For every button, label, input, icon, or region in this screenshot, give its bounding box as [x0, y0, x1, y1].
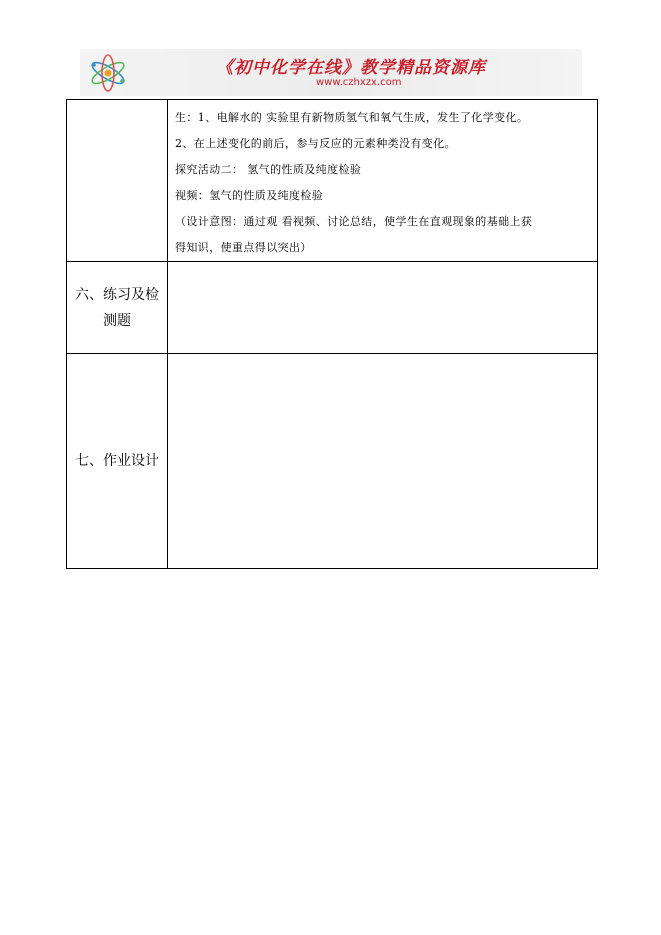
table-row — [67, 262, 598, 354]
atom-logo-icon — [86, 51, 130, 95]
section-six-content — [168, 262, 598, 354]
content-line: 得知识，使重点得以突出） — [175, 241, 312, 254]
section-six-label: 六、练习及检测题 — [75, 286, 159, 329]
banner-title: 《初中化学在线》教学精品资源库 — [216, 58, 486, 78]
row-label-cell — [67, 354, 168, 569]
lesson-plan-table — [66, 99, 598, 569]
section-seven-content — [168, 354, 598, 569]
header-banner — [80, 49, 582, 96]
row-content-cell — [168, 100, 598, 262]
content-line: 探究活动二： 氢气的性质及纯度检验 — [175, 163, 362, 176]
content-line: 生：1、电解水的 实验里有新物质氢气和氧气生成，发生了化学变化。 — [175, 111, 529, 124]
content-line: 2、在上述变化的前后，参与反应的元素种类没有变化。 — [175, 137, 456, 150]
table-row — [67, 100, 598, 262]
content-line: 视频：氢气的性质及纯度检验 — [175, 189, 324, 202]
section-seven-label: 七、作业设计 — [75, 453, 159, 469]
banner-url: www.czhxzx.com — [316, 77, 402, 88]
content-line: （设计意图：通过观 看视频、讨论总结，使学生在直观现象的基础上获 — [175, 215, 533, 228]
row-label-cell — [67, 262, 168, 354]
row-label-cell — [67, 100, 168, 262]
table-row — [67, 354, 598, 569]
